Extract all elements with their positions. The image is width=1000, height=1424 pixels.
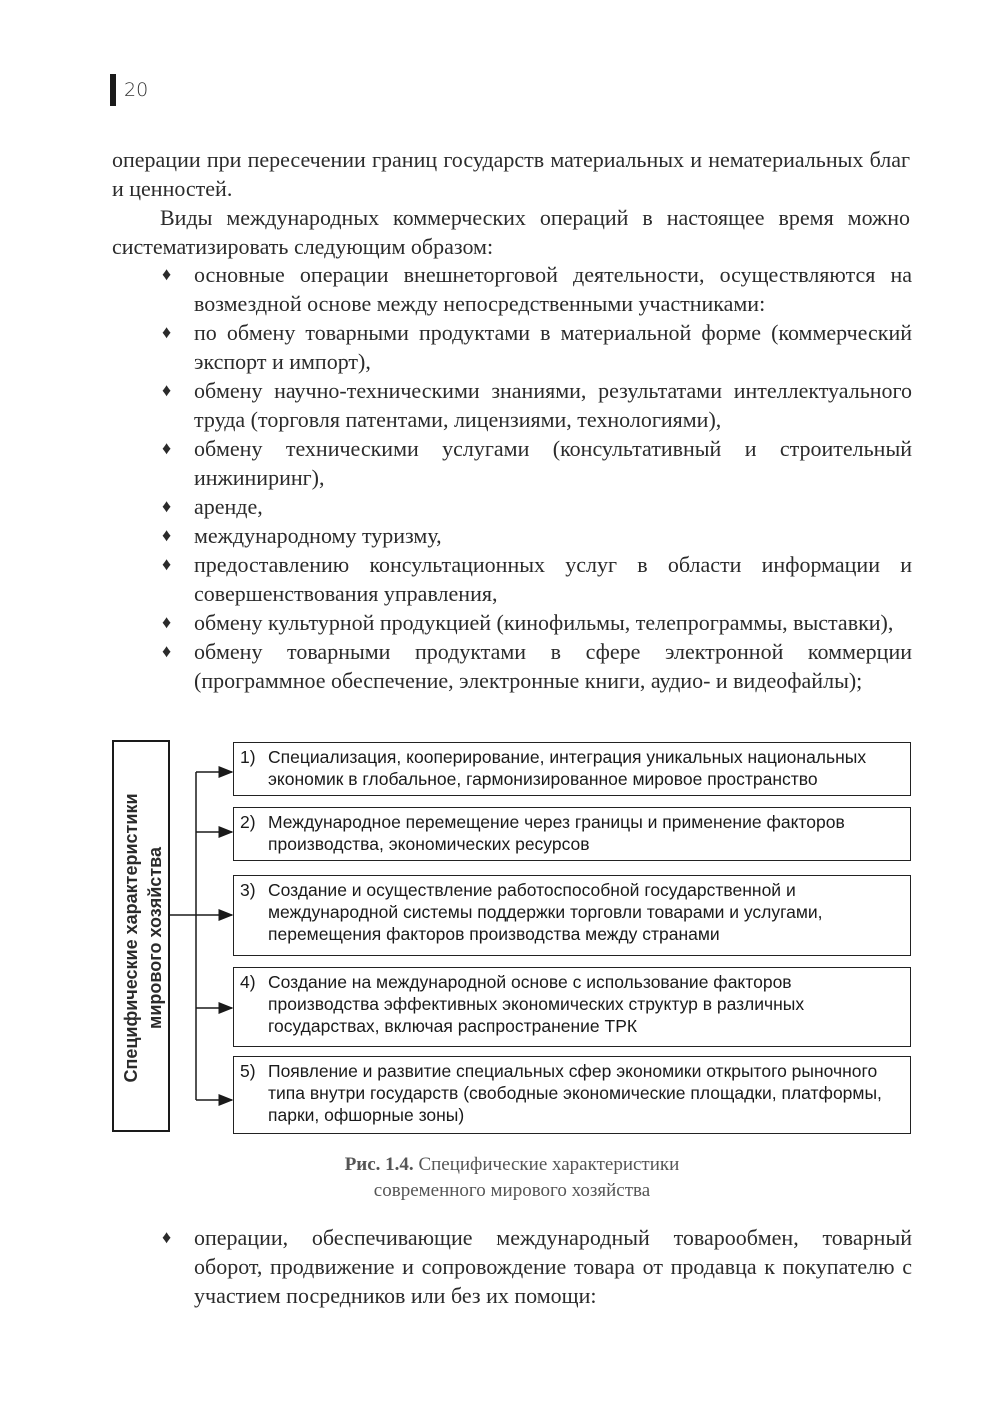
page-number: 20	[124, 79, 149, 101]
diamond-bullet-icon: ♦	[162, 1227, 172, 1247]
characteristic-box-3: 3) Создание и осуществление работоспособной государственной и международной системы поддержки торговли товарами и услугами, перемещения факторов производства между странами	[233, 875, 911, 956]
characteristics-diagram	[112, 740, 912, 1135]
bullet-list	[162, 260, 912, 695]
paragraph-intro: Виды международных коммерческих операций в настоящее время можно систематизировать следующим образом:	[112, 205, 910, 259]
list-item: ♦ операции, обеспечивающие международный товарообмен, товарный оборот, продвижение и сопровождение товара от продавца к покупателю с участием посредников или без их помощи:	[162, 1225, 912, 1308]
list-item: ♦ предоставлению консультационных услуг в области информации и совершенствования управления,	[162, 552, 912, 606]
diagram-side-label: Специфические характеристики мирового хозяйства	[121, 793, 165, 1083]
figure-caption: Рис. 1.4. Специфические характеристики современного мирового хозяйства	[344, 1154, 680, 1201]
diamond-bullet-icon: ♦	[162, 496, 172, 516]
diamond-bullet-icon: ♦	[162, 554, 172, 574]
characteristic-box-5: 5) Появление и развитие специальных сфер экономики открытого рыночного типа внутри государств (свободные экономические площадки, платформы, парки, офшорные зоны)	[233, 1056, 911, 1134]
diamond-bullet-icon: ♦	[162, 322, 172, 342]
characteristic-box-4: 4) Создание на международной основе с использование факторов производства эффективных экономических структур в различных государствах, включая распространение ТРК	[233, 967, 911, 1047]
list-item: ♦ обмену товарными продуктами в сфере электронной коммерции (программное обеспечение, электронные книги, аудио- и видеофайлы);	[162, 639, 912, 693]
list-item: ♦ обмену культурной продукцией (кинофильмы, телепрограммы, выставки),	[162, 610, 894, 635]
page-header	[110, 74, 148, 106]
characteristic-box-1: 1) Специализация, кооперирование, интеграция уникальных национальных экономик в глобальное, гармонизированное мировое пространство	[233, 742, 911, 796]
diamond-bullet-icon: ♦	[162, 380, 172, 400]
paragraph-continuation: операции при пересечении границ государств материальных и нематериальных благ и ценностей.	[112, 147, 910, 201]
list-item: ♦ аренде,	[162, 494, 263, 519]
list-item: ♦ по обмену товарными продуктами в материальной форме (коммерческий экспорт и импорт),	[162, 320, 912, 374]
diamond-bullet-icon: ♦	[162, 525, 172, 545]
list-item: ♦ обмену техническими услугами (консультативный и строительный инжиниринг),	[162, 436, 912, 490]
list-item: ♦ обмену научно-техническими знаниями, результатами интеллектуального труда (торговля патентами, лицензиями, технологиями),	[162, 378, 912, 432]
bullet-list-continued	[162, 1223, 912, 1310]
list-item: ♦ международному туризму,	[162, 523, 442, 548]
diamond-bullet-icon: ♦	[162, 438, 172, 458]
diamond-bullet-icon: ♦	[162, 612, 172, 632]
diamond-bullet-icon: ♦	[162, 264, 172, 284]
header-bar	[110, 74, 116, 106]
characteristic-box-2: 2) Международное перемещение через границы и применение факторов производства, экономических ресурсов	[233, 807, 911, 861]
diamond-bullet-icon: ♦	[162, 641, 172, 661]
list-item: ♦ основные операции внешнеторговой деятельности, осуществляются на возмездной основе между непосредственными участниками:	[162, 262, 912, 316]
diagram-connectors	[112, 740, 237, 1135]
